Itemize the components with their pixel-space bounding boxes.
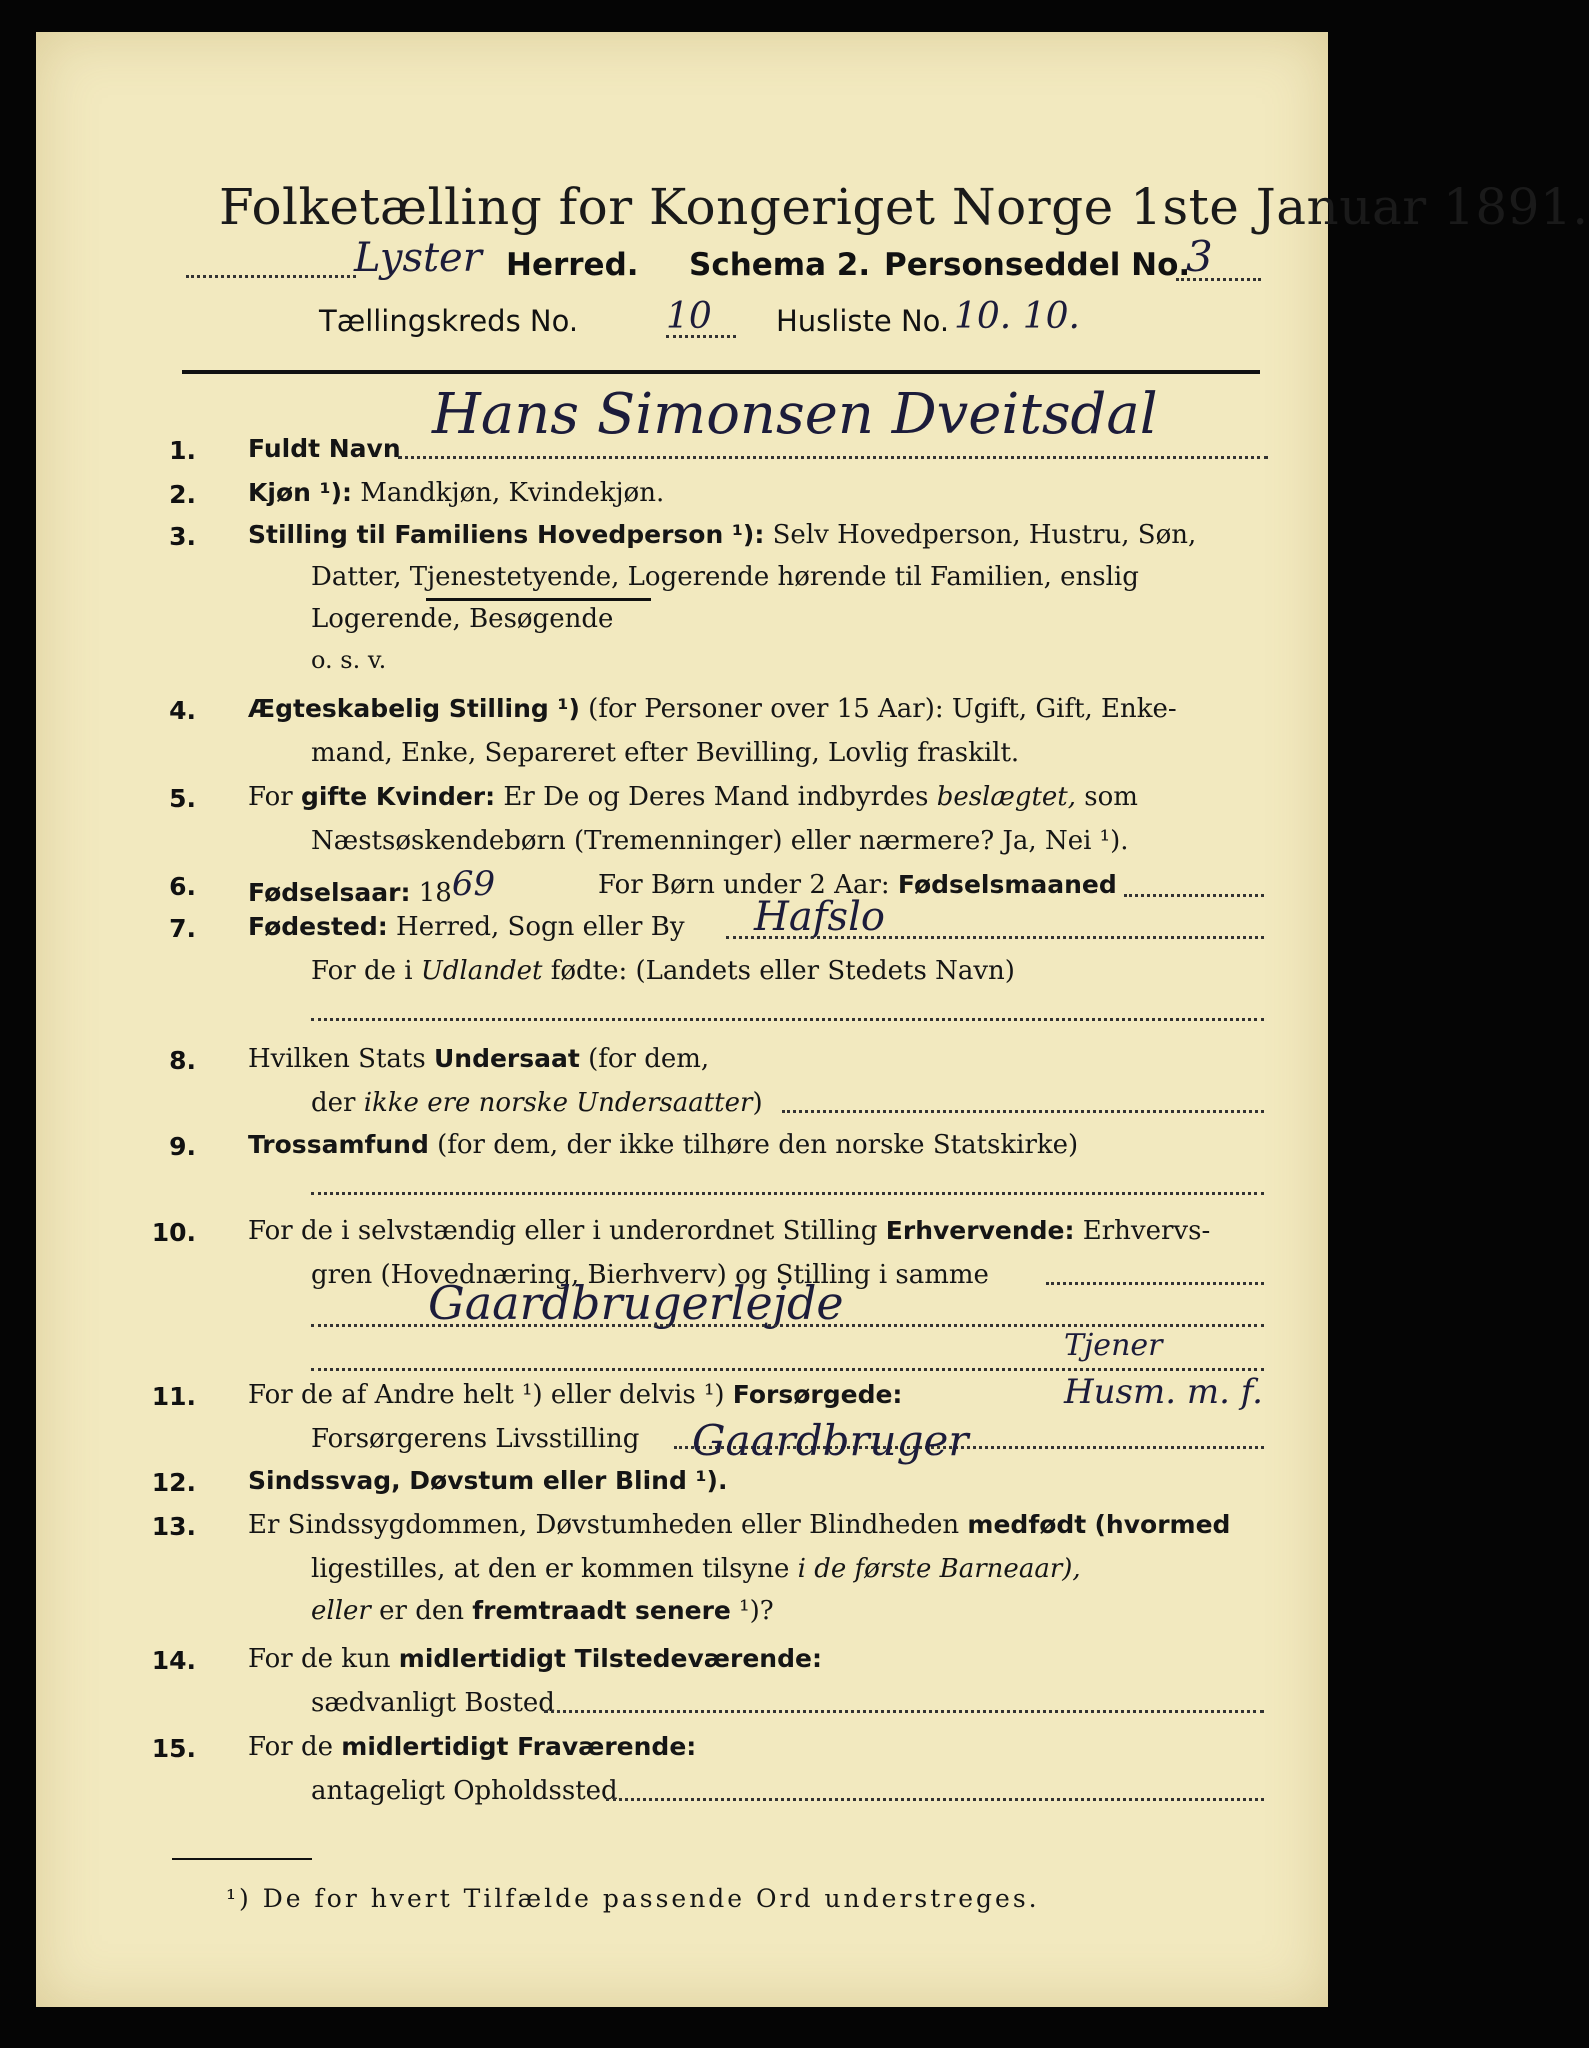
footnote (226, 1884, 1040, 1913)
personseddel-label: Personseddel No. (884, 247, 1191, 283)
q14-text1a: For de kun (248, 1644, 391, 1674)
q7-text2a: For de i (311, 956, 413, 986)
q11-text2: Forsørgerens Livsstilling (311, 1424, 640, 1454)
q6-prefix: 18 (418, 878, 452, 908)
q5-line1 (248, 782, 1138, 812)
q1-value: Hans Simonsen Dveitsdal (432, 382, 1158, 447)
q11-value: Husm. m. f. (1064, 1372, 1263, 1412)
q11-value2: Gaardbruger (692, 1416, 969, 1465)
q5-text2: Næstsøskendebørn (Tremenninger) eller nærmere? Ja, Nei ¹). (311, 826, 1129, 856)
q7-text2c: fødte: (Landets eller Stedets Navn) (550, 956, 1015, 986)
q7-dotted-line (726, 936, 1264, 939)
q2-label: Kjøn ¹): (248, 478, 352, 507)
q13-text2b: i de første Barneaar), (797, 1554, 1081, 1584)
q3-number: 3. (169, 522, 196, 551)
personseddel-value: 3 (1186, 232, 1213, 281)
q10-number: 10. (151, 1218, 196, 1247)
q7-line2 (311, 956, 1015, 986)
q15-label: midlertidigt Fraværende: (341, 1732, 697, 1761)
q10-value2: Tjener (1064, 1328, 1163, 1363)
q2-line (248, 478, 664, 508)
footnote-text: De for hvert Tilfælde passende Ord understreges. (262, 1884, 1040, 1913)
q15-dotted-line (606, 1798, 1264, 1801)
q15-number: 15. (151, 1734, 196, 1763)
q15-line1 (248, 1732, 696, 1762)
q1-number: 1. (169, 436, 196, 465)
q9-text: (for dem, der ikke tilhøre den norske Statskirke) (437, 1130, 1079, 1160)
q8-line2 (311, 1088, 763, 1118)
q6-label2: Fødselsmaaned (897, 870, 1117, 899)
q7-dotted-line-2 (311, 1018, 1264, 1021)
q8-text2c: ) (752, 1088, 763, 1118)
personseddel-dotted-line (1176, 278, 1261, 281)
q13-label: medfødt (967, 1510, 1087, 1539)
husliste-label: Husliste No. (776, 304, 950, 338)
q7-value: Hafslo (754, 894, 885, 940)
husliste-value: 10. 10. (954, 296, 1080, 337)
q14-label: midlertidigt Tilstedeværende: (398, 1644, 822, 1673)
q5-text1a: Er De og Deres Mand indbyrdes (503, 782, 929, 812)
q10-line1 (248, 1216, 1210, 1246)
q8-text1a: Hvilken Stats (248, 1044, 426, 1074)
q12-label: Sindssvag, Døvstum eller Blind ¹). (248, 1466, 728, 1495)
q11-label: Forsørgede: (732, 1380, 903, 1409)
q3-line1 (248, 520, 1196, 550)
q14-text2: sædvanligt Bosted (311, 1688, 555, 1718)
q8-number: 8. (169, 1046, 196, 1075)
q4-number: 4. (169, 696, 196, 725)
q14-number: 14. (151, 1646, 196, 1675)
q9-dotted-line (311, 1192, 1264, 1195)
q8-label: Undersaat (433, 1044, 580, 1073)
q8-text2b: ikke ere norske Undersaatter (363, 1088, 753, 1118)
q7-line1 (248, 912, 685, 942)
q13-text1a: Er Sindssygdommen, Døvstumheden eller Blindheden (248, 1510, 960, 1540)
q5-text1c: som (1084, 782, 1138, 812)
q3-text2: Datter, Tjenestetyende, Logerende hørende til Familien, enslig (311, 562, 1139, 592)
q15-text1a: For de (248, 1732, 333, 1762)
herred-dotted-line (186, 275, 356, 278)
q5-number: 5. (169, 784, 196, 813)
schema-label: Schema 2. (689, 247, 871, 283)
q14-dotted-line (544, 1710, 1264, 1713)
q4-label: Ægteskabelig Stilling ¹) (248, 694, 580, 723)
q9-label: Trossamfund (248, 1130, 429, 1159)
q3-underline-mark (426, 598, 651, 601)
q10-text1: For de i selvstændig eller i underordnet Stilling (248, 1216, 878, 1246)
q13-line2 (311, 1554, 1081, 1584)
kreds-label: Tællingskreds No. (319, 304, 579, 338)
q10-text1b: Erhvervs- (1082, 1216, 1211, 1246)
q12-number: 12. (151, 1468, 196, 1497)
q11-line1 (248, 1380, 902, 1410)
q2-number: 2. (169, 480, 196, 509)
q10-dotted-line-1 (1046, 1282, 1264, 1285)
herred-value: Lyster (354, 235, 482, 281)
q8-text2a: der (311, 1088, 356, 1118)
q4-line1 (248, 694, 1177, 724)
q5-pre: For (248, 782, 293, 812)
kreds-value: 10 (666, 296, 712, 337)
footnote-rule (172, 1858, 312, 1860)
q6-label: Fødselsaar: (248, 878, 411, 907)
q3-text4: o. s. v. (311, 646, 387, 674)
form-title: Folketælling for Kongeriget Norge 1ste Januar 1891. (219, 178, 1589, 236)
q13-text3b: er den (379, 1596, 464, 1626)
q6-value: 69 (451, 864, 496, 904)
q13-text3a: eller (311, 1596, 371, 1626)
q2-text: Mandkjøn, Kvindekjøn. (360, 478, 665, 508)
q3-text3: Logerende, Besøgende (311, 604, 614, 634)
q6-number: 6. (169, 872, 196, 901)
q8-line1 (248, 1044, 709, 1074)
q14-line1 (248, 1644, 822, 1674)
q6-line (248, 864, 496, 910)
q10-dotted-line-3 (311, 1368, 1264, 1371)
q4-text2: mand, Enke, Separeret efter Bevilling, Lovlig fraskilt. (311, 738, 1020, 768)
header-rule (182, 370, 1260, 374)
footnote-mark: ¹) (226, 1884, 252, 1913)
q13-text1b: (hvormed (1094, 1510, 1231, 1539)
q13-text3c: ¹)? (739, 1596, 774, 1626)
q8-text1b: (for dem, (588, 1044, 710, 1074)
herred-label: Herred. (506, 247, 639, 283)
q6-text: For Børn under 2 Aar: (598, 870, 890, 900)
q13-line1 (248, 1510, 1230, 1540)
q5-text1b: beslægtet, (936, 782, 1077, 812)
q3-text1: Selv Hovedperson, Hustru, Søn, (772, 520, 1197, 550)
q13-number: 13. (151, 1512, 196, 1541)
q7-text2b: Udlandet (420, 956, 543, 986)
q13-text2a: ligestilles, at den er kommen tilsyne (311, 1554, 790, 1584)
q10-dotted-line-2 (311, 1324, 1264, 1327)
q13-line3 (311, 1596, 774, 1626)
q13-label2: fremtraadt senere (472, 1596, 731, 1625)
q9-line (248, 1130, 1078, 1160)
q7-text: Herred, Sogn eller By (396, 912, 685, 942)
q11-text1a: For de af Andre helt ¹) eller delvis ¹) (248, 1380, 725, 1410)
kreds-dotted-line (666, 335, 736, 338)
q1-label: Fuldt Navn (248, 434, 401, 463)
q7-label: Fødested: (248, 912, 388, 941)
q8-dotted-line (782, 1110, 1264, 1113)
q5-label: gifte Kvinder: (300, 782, 496, 811)
q4-text1: (for Personer over 15 Aar): Ugift, Gift, Enke- (588, 694, 1177, 724)
q15-text2: antageligt Opholdssted (311, 1776, 618, 1806)
q6-dotted-line (1124, 894, 1264, 897)
q7-number: 7. (169, 914, 196, 943)
q10-label: Erhvervende: (885, 1216, 1075, 1245)
q9-number: 9. (169, 1132, 196, 1161)
q10-text2: gren (Hovednæring, Bierhverv) og Stilling i samme (311, 1260, 989, 1290)
census-form-page (36, 32, 1589, 2007)
q3-label: Stilling til Familiens Hovedperson ¹): (248, 520, 765, 549)
q1-dotted-line (398, 456, 1268, 459)
q10-value: Gaardbrugerlejde (428, 1276, 844, 1330)
q11-number: 11. (151, 1382, 196, 1411)
